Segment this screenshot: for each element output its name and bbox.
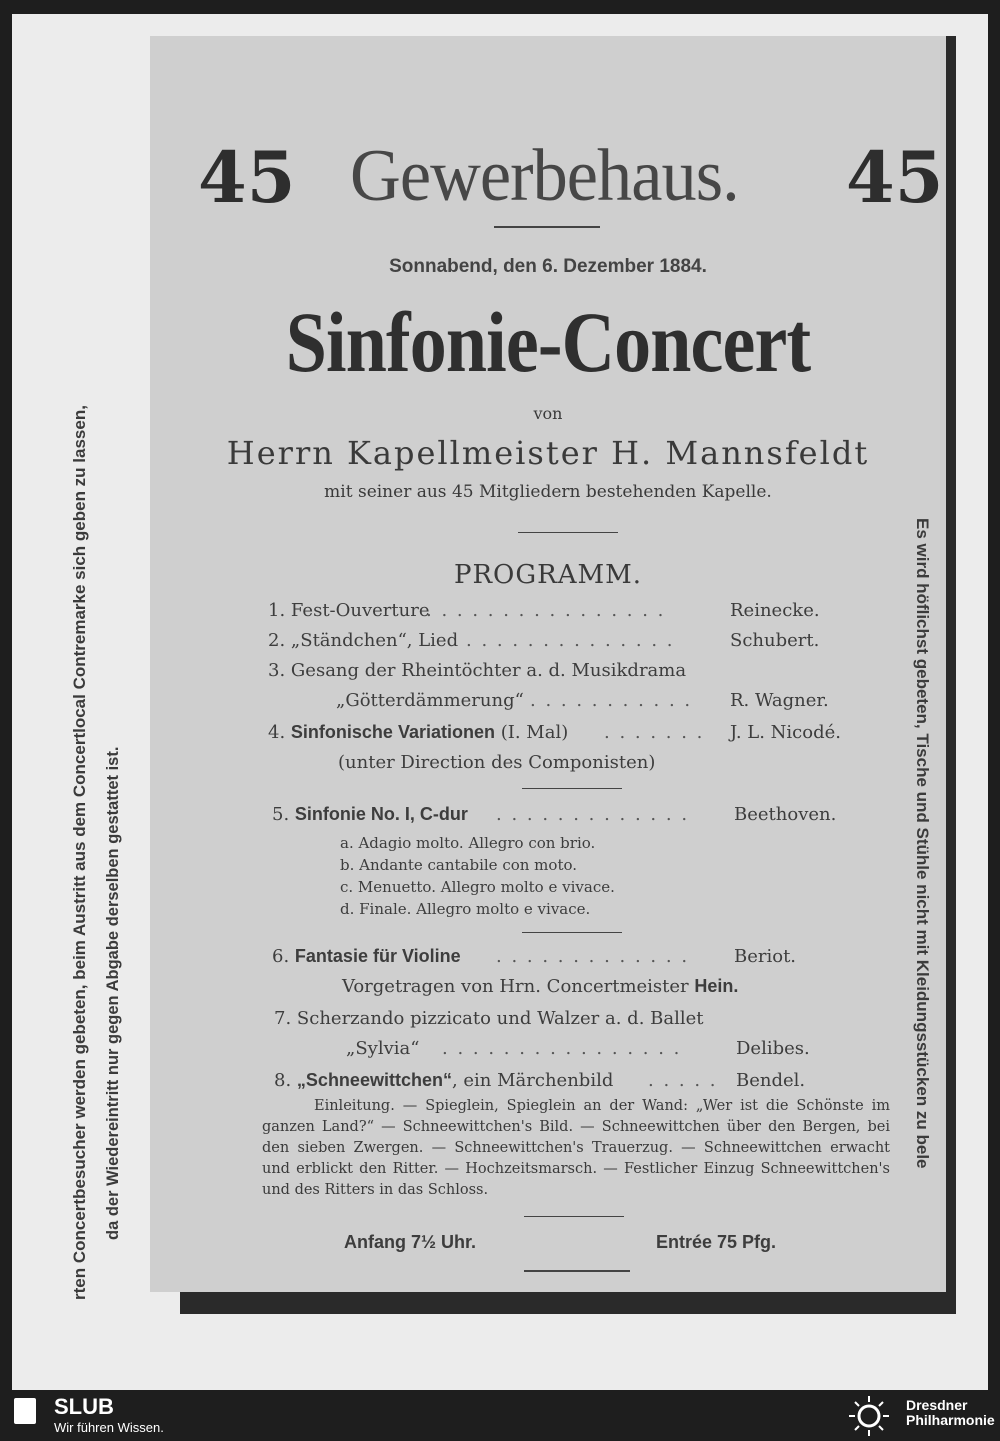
programm-heading: PROGRAMM. [453, 560, 643, 590]
leader-dots: . . . . . . . . . . . . . . . . [442, 1038, 682, 1059]
conductor-name: Herrn Kapellmeister H. Mannsfeldt [226, 434, 870, 472]
composer: Beethoven. [734, 804, 837, 825]
footer-bar [0, 1390, 1000, 1441]
program-number-right: 45 [846, 136, 944, 219]
program-item-4: 4. Sinfonische Variationen (I. Mal) [268, 722, 569, 743]
program-item-8: 8. „Schneewittchen“, ein Märchenbild [274, 1070, 614, 1091]
venue-title: Gewerbehaus. [350, 135, 739, 217]
leader-dots: . . . . . . . . . . . . . . [466, 630, 675, 651]
program-item-4-note: (unter Direction des Componisten) [338, 752, 656, 773]
von-label: von [533, 404, 563, 423]
movement: a. Adagio molto. Allegro con brio. [340, 834, 596, 852]
program-item-3: 3. Gesang der Rheintöchter a. d. Musikdrama [268, 660, 687, 681]
movement: c. Menuetto. Allegro molto e vivace. [340, 878, 615, 896]
philharmonie-logo-icon [844, 1394, 894, 1438]
program-item-7: 7. Scherzando pizzicato und Walzer a. d. Ballet [274, 1008, 704, 1029]
philharmonie-name: Dresdner Philharmonie [906, 1397, 995, 1428]
composer: Reinecke. [730, 600, 820, 621]
start-time: Anfang 7½ Uhr. [344, 1232, 477, 1252]
side-notice-left-2: da der Wiedereintritt nur gegen Abgabe derselben gestattet ist. [104, 746, 122, 1240]
program-item-7-subtitle: „Sylvia“ [346, 1038, 420, 1059]
program-item-5: 5. Sinfonie No. I, C-dur [272, 804, 468, 825]
movement: b. Andante cantabile con moto. [340, 856, 578, 874]
side-notice-left: rten Concertbesucher werden gebeten, beim Austritt aus dem Concertlocal Contremarke sich geben zu lassen, [70, 405, 89, 1300]
divider [524, 1270, 630, 1272]
concert-date: Sonnabend, den 6. Dezember 1884. [389, 256, 707, 277]
composer: Beriot. [734, 946, 797, 967]
divider [522, 788, 622, 789]
leader-dots: . . . . . . . . . . . . . . . . [426, 600, 666, 621]
divider [524, 1216, 624, 1217]
leader-dots: . . . . . [648, 1070, 718, 1091]
composer: R. Wagner. [730, 690, 829, 711]
program-item-6: 6. Fantasie für Violine [272, 946, 461, 967]
orchestra-description: mit seiner aus 45 Mitgliedern bestehenden Kapelle. [324, 482, 772, 502]
leader-dots: . . . . . . . . . . . [530, 690, 693, 711]
concert-title: Sinfonie-Concert [285, 294, 811, 390]
program-item-3-subtitle: „Götterdämmerung“ [336, 690, 524, 711]
concert-poster [150, 36, 946, 1292]
leader-dots: . . . . . . . . . . . . . [496, 946, 690, 967]
composer: J. L. Nicodé. [730, 722, 841, 743]
slub-logo-icon [14, 1398, 36, 1424]
divider [518, 532, 618, 533]
leader-dots: . . . . . . . . . . . . . [496, 804, 690, 825]
program-item-2: 2. „Ständchen“, Lied [268, 630, 459, 651]
divider [522, 932, 622, 933]
composer: Schubert. [730, 630, 820, 651]
paper-shadow-bottom [180, 1292, 956, 1314]
slub-tagline: Wir führen Wissen. [54, 1420, 164, 1435]
paper-shadow-right [946, 36, 956, 1314]
program-item-8-description: Einleitung. — Spieglein, Spieglein an der Wand: „Wer ist die Schönste im ganzen Land?“ — Schneewittchen's Bild. — Schneewittchen über den Bergen, bei den sieben Zwergen. — Schneewittchen's Trauerzug. — Schneewittchen erwacht und erblickt den Ritter. — Hochzeitsmarsch. — Festlicher Einzug Schneewittchen's und des Ritters in das Schloss. [262, 1098, 890, 1198]
entry-price: Entrée 75 Pfg. [656, 1232, 777, 1252]
side-notice-right: Es wird höflichst gebeten, Tische und Stühle nicht mit Kleidungsstücken zu bele [913, 518, 932, 1169]
movement: d. Finale. Allegro molto e vivace. [340, 900, 591, 918]
slub-name: SLUB [54, 1394, 114, 1419]
composer: Bendel. [736, 1070, 806, 1091]
program-number-left: 45 [198, 136, 296, 219]
program-item-1: 1. Fest-Ouverture [268, 600, 430, 621]
leader-dots: . . . . . . . [604, 722, 705, 743]
divider [494, 226, 600, 228]
composer: Delibes. [736, 1038, 810, 1059]
program-item-6-note: Vorgetragen von Hrn. Concertmeister Hein. [342, 976, 739, 997]
